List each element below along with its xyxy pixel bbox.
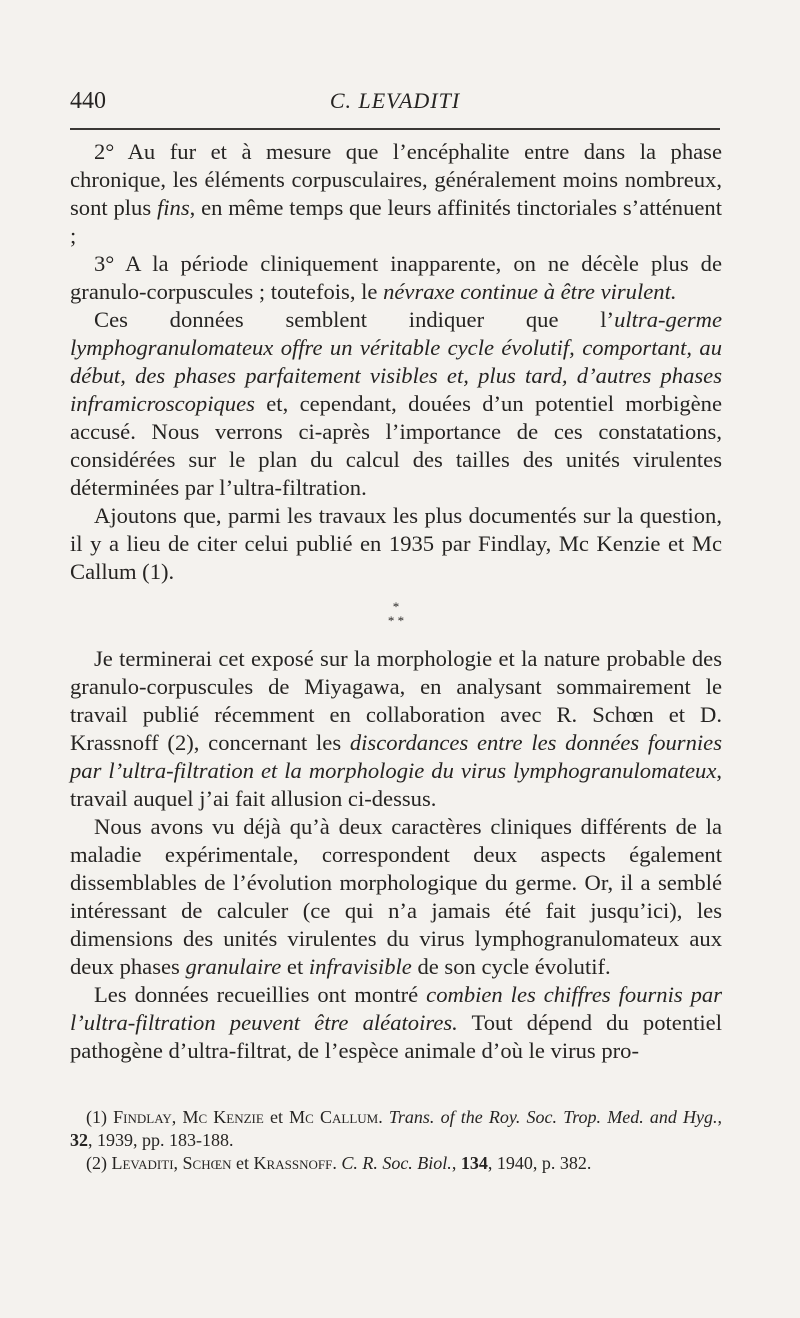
paragraph: 3° A la période cliniquement inapparente, on ne décèle plus de granulo-corpuscules ; toutefois, le névraxe continue à être virulent. [70,251,722,304]
paragraph: Ces données semblent indiquer que l’ultra-germe lymphogranulomateux offre un véritable cycle évolutif, comportant, au début, des phases parfaitement visibles et, plus tard, d’autres phases inframicroscopiques et, cependant, douées d’un potentiel morbigène accusé. Nous verrons ci-après l’importance de ces constatations, considérées sur le plan du calcul des tailles des unités virulentes déterminées par l’ultra-filtration. [70,307,722,500]
paragraph: Nous avons vu déjà qu’à deux caractères cliniques différents de la maladie expérimentale, correspondent deux aspects également dissemblables de l’évolution morphologique du germe. Or, il a semblé intéressant de calculer (ce qui n’a jamais été fait jusqu’ici), les dimensions des unités virulentes du virus lymphogranulomateux aux deux phases granulaire et infravisible de son cycle évolutif. [70,814,722,979]
footnote-2: (2) Levaditi, Schœn et Krassnoff. C. R. Soc. Biol., 134, 1940, p. 382. [86,1153,592,1173]
running-title: C. LEVADITI [329,88,461,113]
paragraph: 2° Au fur et à mesure que l’encéphalite entre dans la phase chronique, les éléments corpusculaires, généralement moins nombreux, sont plus fins, en même temps que leurs affinités tinctoriales s’atténuent ; [70,139,722,248]
header-rule [70,128,720,130]
page-header [70,88,720,122]
body-text [70,138,722,1065]
paragraph: Les données recueillies ont montré combien les chiffres fournis par l’ultra-filtration peuvent être aléatoires. Tout dépend du potentiel pathogène d’ultra-filtrat, de l’espèce animale d’où le virus pro- [70,982,722,1063]
footnotes [70,1106,722,1175]
footnote-1: (1) Findlay, Mc Kenzie et Mc Callum. Trans. of the Roy. Soc. Trop. Med. and Hyg., 32, 1939, pp. 183-188. [70,1107,722,1150]
page-number: 440 [70,88,106,114]
separator-top-asterisk: * [392,599,400,614]
section-separator [70,600,722,628]
separator-bottom-asterisks: * * [387,613,405,628]
paragraph: Je terminerai cet exposé sur la morphologie et la nature probable des granulo-corpuscules de Miyagawa, en analysant sommairement le travail publié récemment en collaboration avec R. Schœn et D. Krassnoff (2), concernant les discordances entre les données fournies par l’ultra-filtration et la morphologie du virus lymphogranulomateux, travail auquel j’ai fait allusion ci-dessus. [70,646,722,811]
paragraph: Ajoutons que, parmi les travaux les plus documentés sur la question, il y a lieu de citer celui publié en 1935 par Findlay, Mc Kenzie et Mc Callum (1). [70,503,722,584]
